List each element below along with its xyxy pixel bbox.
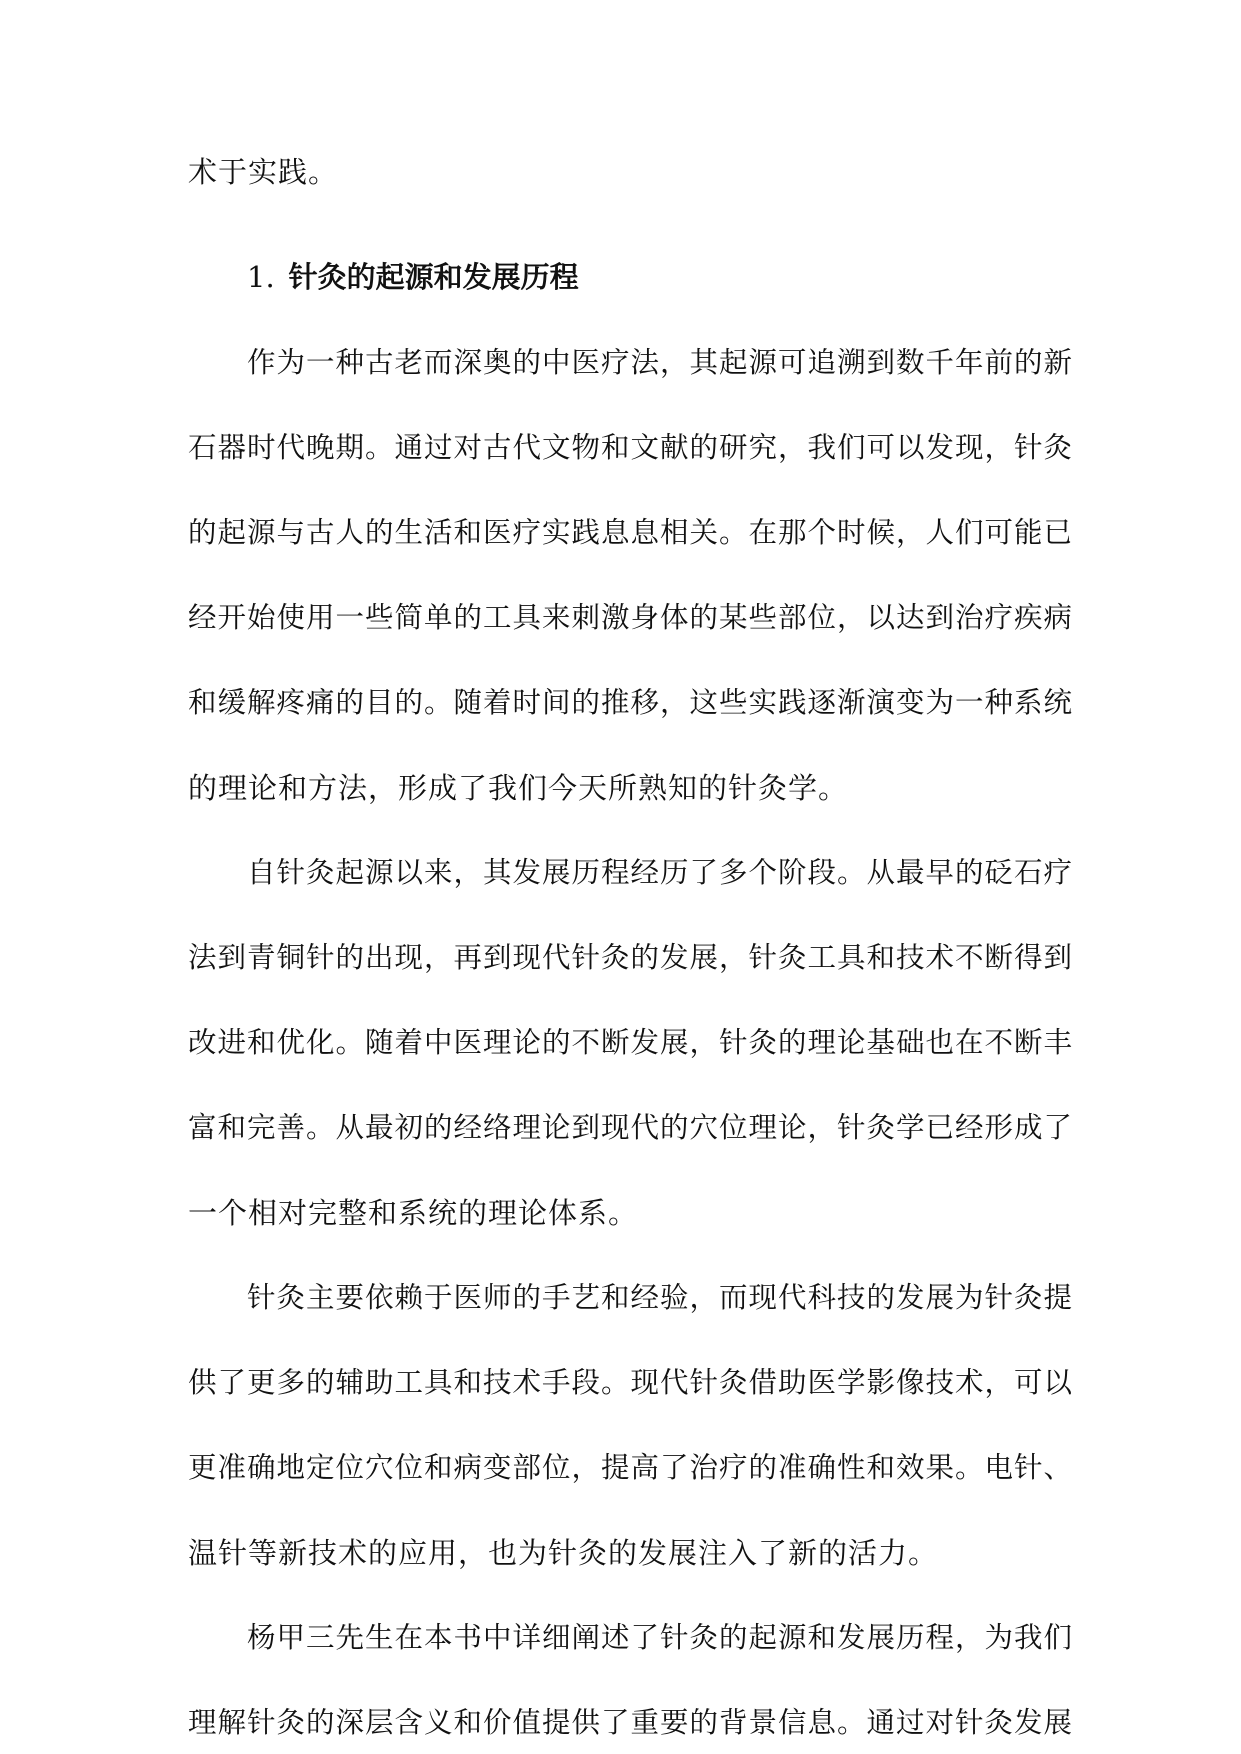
paragraph-1-line-2: 石器时代晚期。通过对古代文物和文献的研究，我们可以发现，针灸 [188, 431, 1074, 464]
paragraph-4-line-1: 杨甲三先生在本书中详细阐述了针灸的起源和发展历程，为我们 [247, 1621, 1074, 1654]
paragraph-1-line-5: 和缓解疼痛的目的。随着时间的推移，这些实践逐渐演变为一种系统 [188, 686, 1074, 719]
section-number: 1. [247, 260, 275, 294]
paragraph-2-line-2: 法到青铜针的出现，再到现代针灸的发展，针灸工具和技术不断得到 [188, 941, 1074, 974]
paragraph-2-line-1: 自针灸起源以来，其发展历程经历了多个阶段。从最早的砭石疗 [247, 856, 1074, 889]
paragraph-1-line-1: 作为一种古老而深奥的中医疗法，其起源可追溯到数千年前的新 [247, 346, 1074, 379]
paragraph-2-line-4: 富和完善。从最初的经络理论到现代的穴位理论，针灸学已经形成了 [188, 1111, 1074, 1144]
paragraph-4-line-2: 理解针灸的深层含义和价值提供了重要的背景信息。通过对针灸发展 [188, 1706, 1074, 1739]
paragraph-2-line-3: 改进和优化。随着中医理论的不断发展，针灸的理论基础也在不断丰 [188, 1026, 1074, 1059]
paragraph-3-line-4: 温针等新技术的应用，也为针灸的发展注入了新的活力。 [188, 1536, 939, 1570]
paragraph-2-line-5: 一个相对完整和系统的理论体系。 [188, 1196, 639, 1230]
paragraph-1-line-3: 的起源与古人的生活和医疗实践息息相关。在那个时候，人们可能已 [188, 516, 1074, 549]
paragraph-3-line-3: 更准确地定位穴位和病变部位，提高了治疗的准确性和效果。电针、 [188, 1451, 1074, 1484]
continuation-line: 术于实践。 [188, 155, 339, 189]
section-heading [247, 257, 579, 297]
section-title: 针灸的起源和发展历程 [288, 260, 579, 294]
paragraph-3-line-2: 供了更多的辅助工具和技术手段。现代针灸借助医学影像技术，可以 [188, 1366, 1074, 1399]
paragraph-3-line-1: 针灸主要依赖于医师的手艺和经验，而现代科技的发展为针灸提 [247, 1281, 1074, 1314]
paragraph-1-line-4: 经开始使用一些简单的工具来刺激身体的某些部位，以达到治疗疾病 [188, 601, 1074, 634]
paragraph-1-line-6: 的理论和方法，形成了我们今天所熟知的针灸学。 [188, 771, 849, 805]
